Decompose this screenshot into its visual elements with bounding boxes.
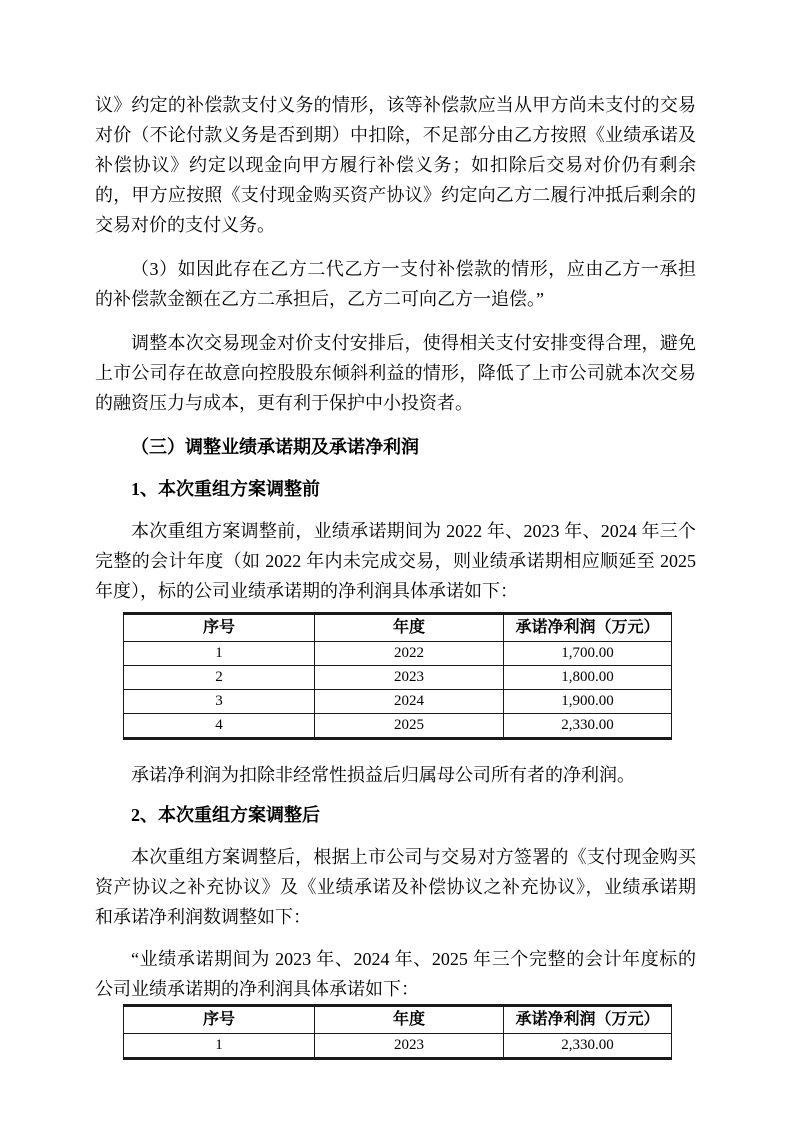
col-header-seq: 序号 xyxy=(124,614,315,642)
cell-year: 2025 xyxy=(315,714,504,739)
table-row xyxy=(124,714,672,739)
col-header-profit: 承诺净利润（万元） xyxy=(504,1006,672,1034)
col-header-profit: 承诺净利润（万元） xyxy=(504,614,672,642)
sub-heading-before-adjustment: 1、本次重组方案调整前 xyxy=(131,479,320,499)
cell-year: 2024 xyxy=(315,690,504,714)
paragraph-item3: （3）如因此存在乙方二代乙方一支付补偿款的情形，应由乙方一承担的补偿款金额在乙方二承担后，乙方二可向乙方一追偿。” xyxy=(95,259,696,309)
table-header-row xyxy=(124,1006,672,1034)
table-row xyxy=(124,690,672,714)
cell-profit: 2,330.00 xyxy=(504,714,672,739)
cell-profit: 1,700.00 xyxy=(504,642,672,666)
table-row xyxy=(124,1034,672,1059)
section-heading: （三）调整业绩承诺期及承诺净利润 xyxy=(131,437,419,457)
paragraph-net-profit-note: 承诺净利润为扣除非经常性损益后归属母公司所有者的净利润。 xyxy=(131,765,635,785)
cell-seq: 1 xyxy=(124,642,315,666)
table-row xyxy=(124,642,672,666)
col-header-year: 年度 xyxy=(315,614,504,642)
cell-seq: 1 xyxy=(124,1034,315,1059)
paragraph-quote-intro: “业绩承诺期间为 2023 年、2024 年、2025 年三个完整的会计年度标的公司业绩承诺期的净利润具体承诺如下： xyxy=(95,949,696,999)
paragraph-adjustment-rationale: 调整本次交易现金对价支付安排后，使得相关支付安排变得合理，避免上市公司存在故意向控股股东倾斜利益的情形，降低了上市公司就本次交易的融资压力与成本，更有利于保护中小投资者。 xyxy=(95,333,696,413)
cell-year: 2023 xyxy=(315,1034,504,1059)
table-row xyxy=(124,666,672,690)
paragraph-after-intro: 本次重组方案调整后，根据上市公司与交易对方签署的《支付现金购买资产协议之补充协议》及《业绩承诺及补偿协议之补充协议》，业绩承诺期和承诺净利润数调整如下： xyxy=(95,847,696,927)
cell-seq: 2 xyxy=(124,666,315,690)
cell-year: 2022 xyxy=(315,642,504,666)
col-header-year: 年度 xyxy=(315,1006,504,1034)
col-header-seq: 序号 xyxy=(124,1006,315,1034)
profit-commitment-table-after xyxy=(123,1004,672,1060)
cell-profit: 1,800.00 xyxy=(504,666,672,690)
profit-commitment-table-before xyxy=(123,612,672,740)
cell-year: 2023 xyxy=(315,666,504,690)
cell-profit: 2,330.00 xyxy=(504,1034,672,1059)
sub-heading-after-adjustment: 2、本次重组方案调整后 xyxy=(131,805,320,825)
table-header-row xyxy=(124,614,672,642)
cell-profit: 1,900.00 xyxy=(504,690,672,714)
cell-seq: 3 xyxy=(124,690,315,714)
cell-seq: 4 xyxy=(124,714,315,739)
paragraph-before-intro: 本次重组方案调整前，业绩承诺期间为 2022 年、2023 年、2024 年三个完整的会计年度（如 2022 年内未完成交易，则业绩承诺期相应顺延至 2025 年度），标的公司业绩承诺期的净利润具体承诺如下： xyxy=(95,521,696,601)
paragraph-continuation: 议》约定的补偿款支付义务的情形，该等补偿款应当从甲方尚未支付的交易对价（不论付款义务是否到期）中扣除，不足部分由乙方按照《业绩承诺及补偿协议》约定以现金向甲方履行补偿义务；如扣除后交易对价仍有剩余的，甲方应按照《支付现金购买资产协议》约定向乙方二履行冲抵后剩余的交易对价的支付义务。 xyxy=(95,95,696,235)
